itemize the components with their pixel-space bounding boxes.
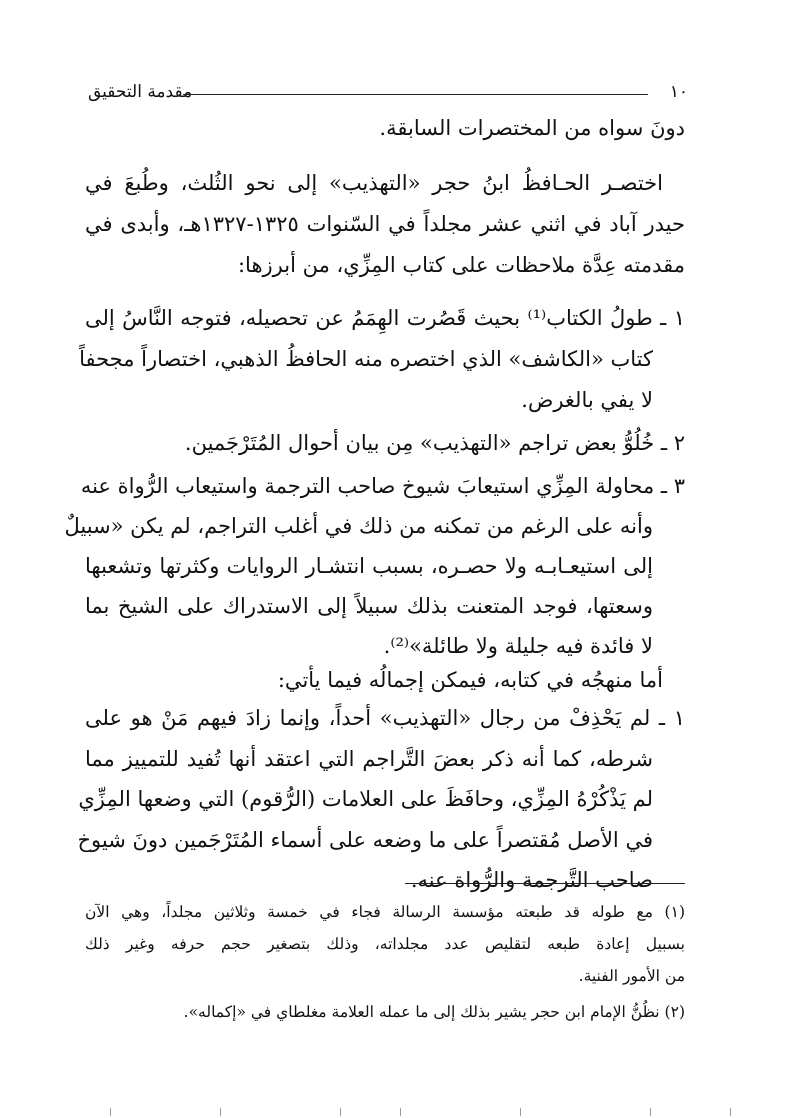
text-line: دونَ سواه من المختصرات السابقة. [379, 116, 685, 140]
text-line: صاحب التَّرجمة والرُّواة عنه. [410, 868, 653, 892]
footnote-line: بسبيل إعادة طبعه لتقليص عدد مجلداته، وذلك بتصغير حجم حرفه وغير ذلك [85, 935, 685, 953]
scan-speck [400, 1108, 401, 1116]
text-line: ١ ـ طولُ الكتاب⁽¹⁾ بحيث قَصُرت الهِمَمُ عن تحصيله، فتوجه النَّاسُ إلى [85, 306, 685, 330]
footnote-line: (٢) نظُنُّ الإمام ابن حجر يشير بذلك إلى ما عمله العلامة مغلطاي في «إكماله». [183, 1003, 685, 1021]
header-rule [183, 94, 648, 95]
footnote-rule [405, 883, 685, 884]
text-line: حيدر آباد في اثني عشر مجلداً في السّنوات ١٣٢٥-١٣٢٧هـ، وأبدى في [85, 212, 686, 236]
text-line: اختصـر الحـافظُ ابنُ حجر «التهذيب» إلى نحو الثُلث، وطُبعَ في [85, 171, 663, 195]
text-line: لم يَذْكُرْهُ المِزِّي، وحافَظَ على العلامات (الرُّقوم) التي وضعها المِزِّي [78, 787, 653, 811]
text-line: أما منهجُه في كتابه، فيمكن إجمالُه فيما يأتي: [277, 668, 663, 692]
text-line: شرطه، كما أنه ذكر بعضَ التَّراجم التي اعتقد أنها تُفيد للتمييز مما [85, 747, 653, 771]
text-line: لا فائدة فيه جليلة ولا طائلة»⁽²⁾. [383, 634, 653, 658]
scan-speck [340, 1108, 341, 1116]
text-line: إلى استيعـابـه ولا حصـره، بسبب انتشـار الروايات وكثرتها وتشعبها [85, 554, 653, 578]
running-title: مقدمة التحقيق [88, 82, 193, 102]
text-line: كتاب «الكاشف» الذي اختصره منه الحافظُ الذهبي، اختصاراً مجحفاً [79, 347, 653, 371]
scan-speck [520, 1108, 521, 1116]
scan-speck [730, 1108, 731, 1116]
scan-speck [650, 1108, 651, 1116]
page-header [88, 82, 688, 108]
text-line: وسعتها، فوجد المتعنت بذلك سبيلاً إلى الاستدراك على الشيخ بما [85, 594, 653, 618]
text-line: ١ ـ لم يَحْذِفْ من رجال «التهذيب» أحداً، وإنما زادَ فيهم مَنْ هو على [85, 706, 685, 730]
scan-speck [220, 1108, 221, 1116]
scan-speck [110, 1108, 111, 1116]
text-line: وأنه على الرغم من تمكنه من ذلك في أغلب التراجم، لم يكن «سبيلٌ [64, 514, 653, 538]
text-line: لا يفي بالغرض. [521, 388, 653, 412]
text-line: في الأصل مُقتصراً على ما وضعه على أسماء المُتَرْجَمين دونَ شيوخ [77, 828, 653, 852]
scan-specks [40, 1104, 750, 1116]
text-line: ٢ ـ خُلُوُّ بعض تراجم «التهذيب» مِن بيان أحوال المُتَرْجَمين. [184, 431, 685, 455]
footnote-line: (١) مع طوله قد طبعته مؤسسة الرسالة فجاء في خمسة وثلاثين مجلداً، وهي الآن [85, 903, 685, 921]
text-line: مقدمته عِدَّة ملاحظات على كتاب المِزِّي، من أبرزها: [237, 253, 685, 277]
page-number: ١٠ [669, 82, 688, 102]
footnote-line: من الأمور الفنية. [578, 967, 685, 985]
text-line: ٣ ـ محاولة المِزِّي استيعابَ شيوخ صاحب الترجمة واستيعاب الرُّواة عنه [80, 474, 685, 498]
